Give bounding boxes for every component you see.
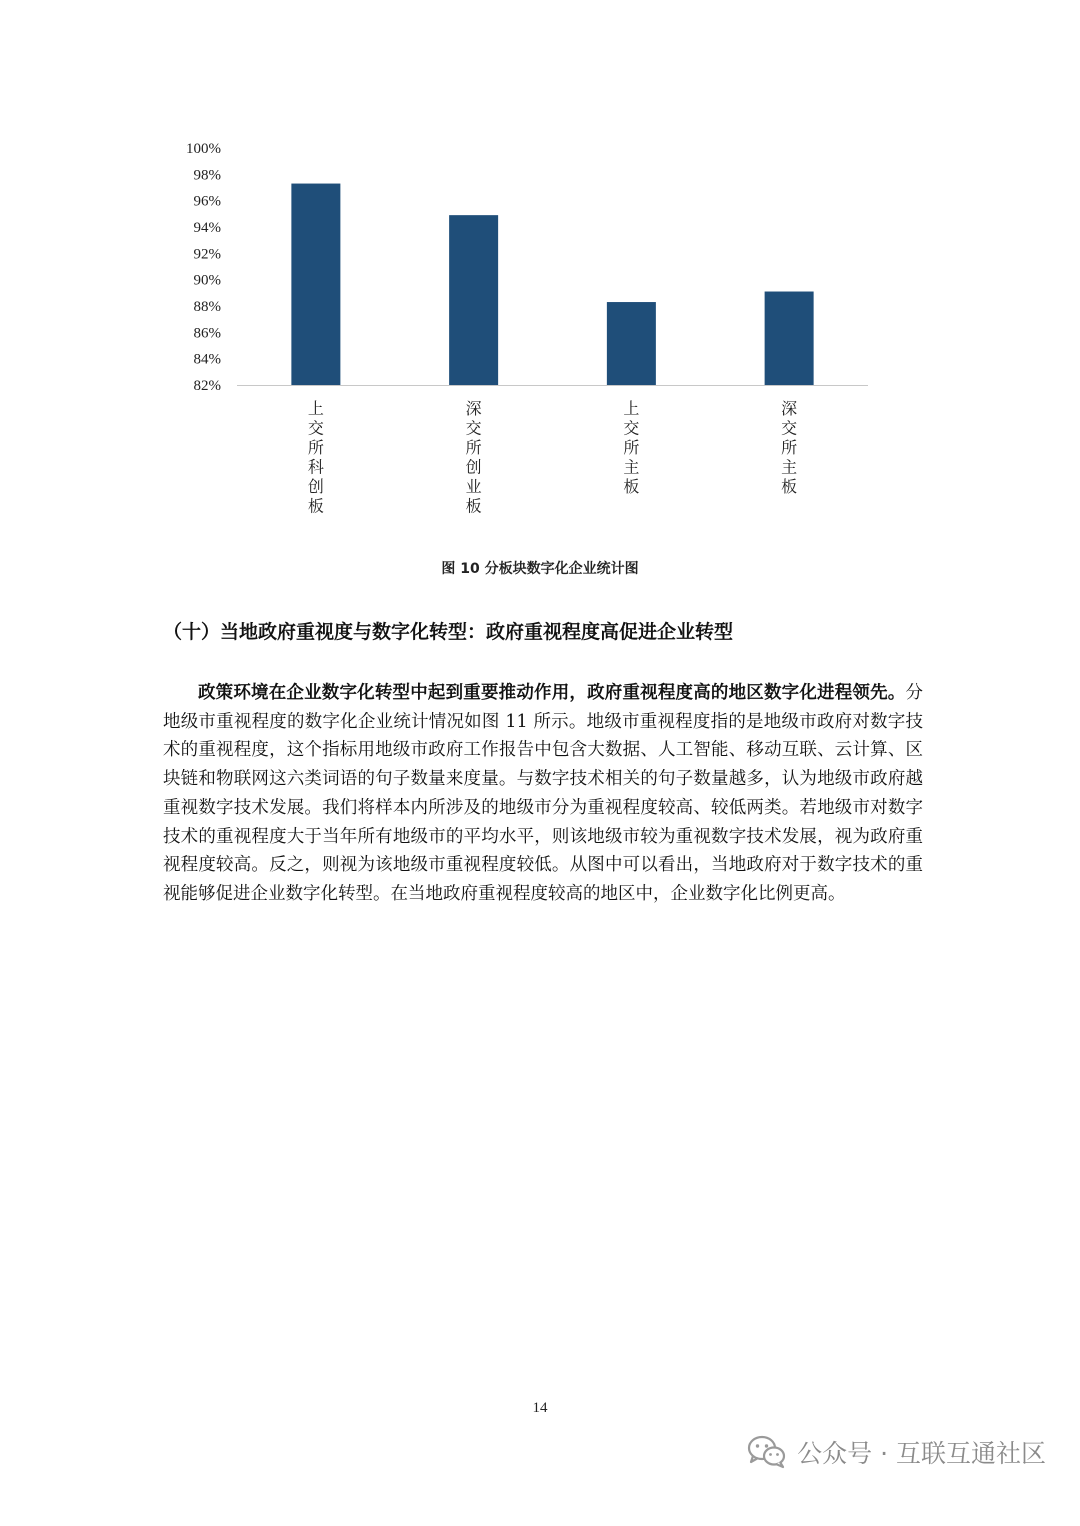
- x-tick-label: 深交所创业板: [465, 399, 482, 516]
- y-axis-ticks: [186, 141, 221, 394]
- wechat-icon: [747, 1434, 787, 1470]
- bar: [607, 302, 656, 385]
- paragraph-body: 分地级市重视程度的数字化企业统计情况如图 11 所示。地级市重视程度指的是地级市政府对数字技术的重视程度，这个指标用地级市政府工作报告中包含大数据、人工智能、移动互联、云计算、区块链和物联网这六类词语的句子数量来度量。与数字技术相关的句子数量越多，认为地级市政府越重视数字技术发展。我们将样本内所涉及的地级市分为重视程度较高、较低两类。若地级市对数字技术的重视程度大于当年所有地级市的平均水平，则该地级市较为重视数字技术发展，视为政府重视程度较高。反之，则视为该地级市重视程度较低。从图中可以看出，当地政府对于数字技术的重视能够促进企业数字化转型。在当地政府重视程度较高的地区中，企业数字化比例更高。: [163, 683, 923, 904]
- paragraph-lead: 政策环境在企业数字化转型中起到重要推动作用，政府重视程度高的地区数字化进程领先。: [198, 683, 906, 703]
- page-number: 14: [532, 1400, 548, 1416]
- bar-chart: [0, 0, 1080, 600]
- section-heading: （十）当地政府重视度与数字化转型：政府重视程度高促进企业转型: [163, 621, 734, 643]
- y-tick-label: 92%: [193, 246, 221, 263]
- body-paragraph: [163, 679, 923, 909]
- y-tick-label: 84%: [193, 351, 221, 368]
- bars: [291, 184, 813, 385]
- y-tick-label: 98%: [193, 167, 221, 184]
- y-tick-label: 100%: [186, 141, 221, 157]
- x-tick-label: 深交所主板: [781, 399, 798, 496]
- bar: [291, 184, 340, 385]
- y-tick-label: 96%: [193, 193, 221, 210]
- watermark: [747, 1432, 1046, 1472]
- x-tick-label: 上交所科创板: [307, 399, 324, 516]
- y-tick-label: 88%: [193, 299, 221, 315]
- figure-caption: 图 10 分板块数字化企业统计图: [441, 561, 639, 577]
- y-tick-label: 86%: [193, 325, 221, 342]
- x-axis-labels: [308, 399, 797, 516]
- y-tick-label: 82%: [193, 378, 221, 394]
- bar: [449, 215, 498, 385]
- y-tick-label: 94%: [193, 220, 221, 236]
- x-tick-label: 上交所主板: [623, 399, 640, 496]
- bar: [765, 292, 814, 385]
- y-tick-label: 90%: [193, 272, 221, 289]
- watermark-text: 公众号 · 互联互通社区: [797, 1439, 1046, 1468]
